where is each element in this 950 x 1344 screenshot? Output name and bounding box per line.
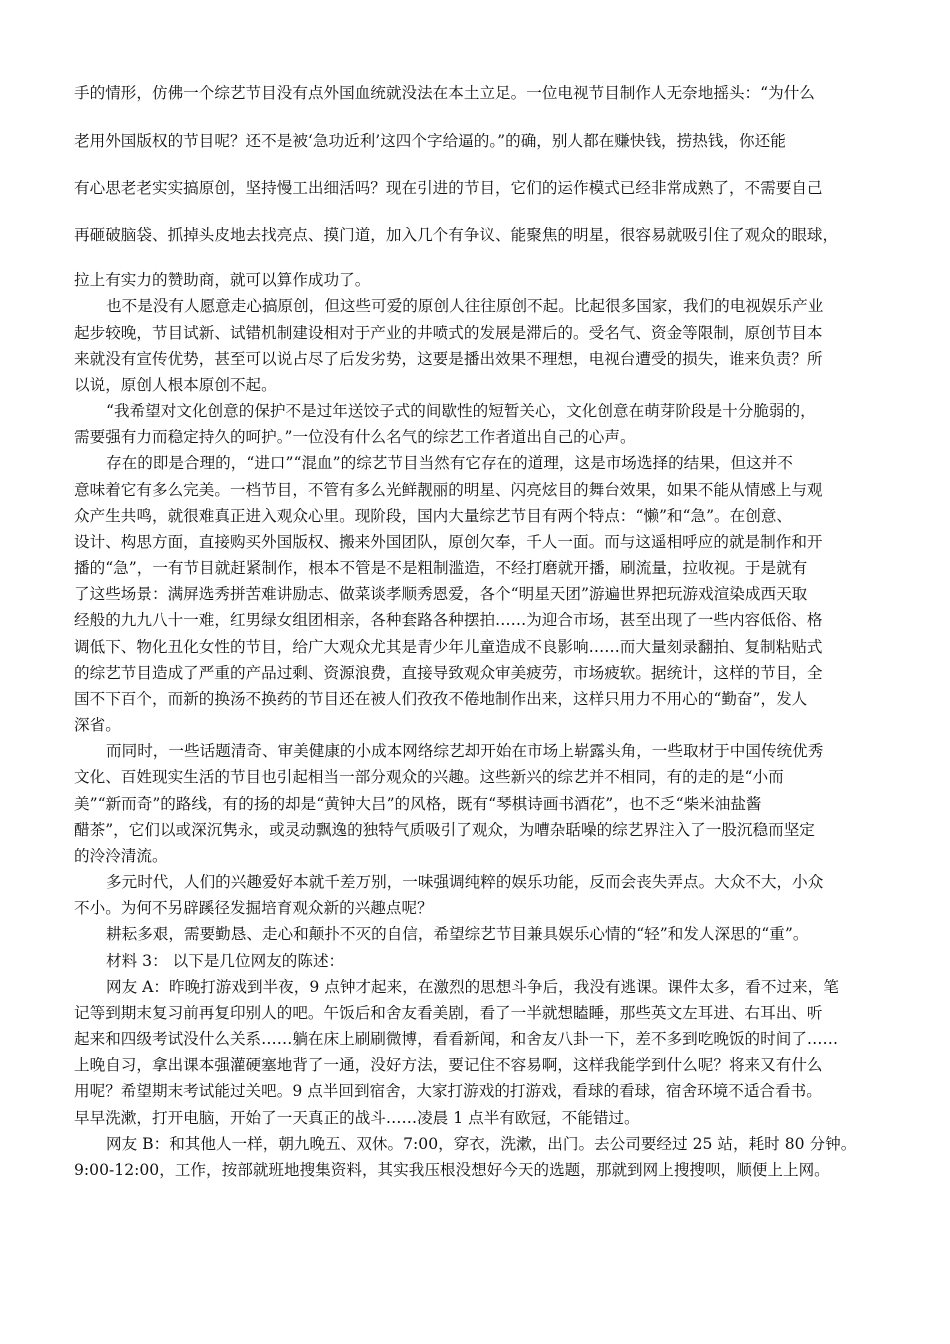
- paragraph-start: 耕耘多艰，需要勤恳、走心和颠扑不灭的自信，希望综艺节目兼具娱乐心情的“轻”和发人深思的“重”。: [106, 925, 809, 943]
- text-line: 以说，原创人根本原创不起。: [74, 376, 277, 394]
- text-line: 经般的九九八十一难，红男绿女组团相亲，各种套路各种摆拍……为迎合市场，甚至出现了一些内容低俗、格: [74, 611, 823, 629]
- text-line: 的泠泠清流。: [74, 847, 168, 865]
- text-line: 不小。为何不另辟蹊径发掘培育观众新的兴趣点呢？: [74, 899, 433, 917]
- material-heading: 材料 3： 以下是几位网友的陈述：: [106, 952, 345, 970]
- paragraph-start: 也不是没有人愿意走心搞原创，但这些可爱的原创人往往原创不起。比起很多国家，我们的电视娱乐产业: [106, 297, 824, 315]
- text-line: 设计、构思方面，直接购买外国版权、搬来外国团队，原创欠奉，千人一面。而与这遥相呼应的就是制作和开: [74, 533, 823, 551]
- text-line: 美”“新而奇”的路线，有的扬的却是“黄钟大吕”的风格，既有“琴棋诗画书酒花”，也不乏“柴米油盐酱: [74, 795, 762, 813]
- text-line: 9:00-12:00，工作，按部就班地搜集资料，其实我压根没想好今天的选题，那就到网上搜搜呗，顺便上上网。: [74, 1161, 830, 1179]
- text-line: 手的情形，仿佛一个综艺节目没有点外国血统就没法在本土立足。一位电视节目制作人无奈地摇头：“为什么: [74, 84, 815, 102]
- text-line: 早早洗漱，打开电脑，开始了一天真正的战斗……凌晨 1 点半有欧冠，不能错过。: [74, 1109, 640, 1127]
- text-line: 醋茶”，它们以或深沉隽永，或灵动飘逸的独特气质吸引了观众，为嘈杂聒噪的综艺界注入了一股沉稳而坚定: [74, 821, 815, 839]
- text-line: 意味着它有多么完美。一档节目，不管有多么光鲜靓丽的明星、闪亮炫目的舞台效果，如果不能从情感上与观: [74, 481, 823, 499]
- paragraph-start: 网友 A：昨晚打游戏到半夜，9 点钟才起来，在激烈的思想斗争后，我没有逃课。课件太多，看不过来，笔: [106, 978, 839, 996]
- text-line: 需要强有力而稳定持久的呵护。”一位没有什么名气的综艺工作者道出自己的心声。: [74, 428, 636, 446]
- text-line: 国不下百个，而新的换汤不换药的节目还在被人们孜孜不倦地制作出来，这样只用力不用心的“勤奋”，发人: [74, 690, 808, 708]
- text-line: 的综艺节目造成了严重的产品过剩、资源浪费，直接导致观众审美疲劳，市场疲软。据统计，这样的节目，全: [74, 664, 823, 682]
- text-line: 深省。: [74, 716, 121, 734]
- text-line: 来就没有宣传优势，甚至可以说占尽了后发劣势，这要是播出效果不理想，电视台遭受的损失，谁来负责？所: [74, 350, 823, 368]
- text-line: 起来和四级考试没什么关系……躺在床上刷刷微博，看看新闻，和舍友八卦一下，差不多到吃晚饭的时间了……: [74, 1030, 839, 1048]
- text-line: 有心思老老实实搞原创，坚持慢工出细活吗？现在引进的节目，它们的运作模式已经非常成熟了，不需要自己: [74, 179, 823, 197]
- text-line: 拉上有实力的赞助商，就可以算作成功了。: [74, 271, 371, 289]
- paragraph-start: “我希望对文化创意的保护不是过年送饺子式的间歇性的短暂关心，文化创意在萌芽阶段是十分脆弱的，: [106, 402, 816, 420]
- text-line: 用呢？希望期末考试能过关吧。9 点半回到宿舍，大家打游戏的打游戏，看球的看球，宿舍环境不适合看书。: [74, 1082, 822, 1100]
- paragraph-start: 多元时代，人们的兴趣爱好本就千差万别，一味强调纯粹的娱乐功能，反而会丧失弄点。大众不大，小众: [106, 873, 824, 891]
- paragraph-start: 存在的即是合理的，“进口”“混血”的综艺节目当然有它存在的道理，这是市场选择的结果，但这并不: [106, 454, 793, 472]
- text-line: 了这些场景：满屏选秀拼苦难讲励志、做菜谈孝顺秀恩爱，各个“明星天团”游遍世界把玩游戏渲染成西天取: [74, 585, 808, 603]
- text-line: 起步较晚，节目试新、试错机制建设相对于产业的井喷式的发展是滞后的。受名气、资金等限制，原创节目本: [74, 324, 823, 342]
- text-line: 上晚自习，拿出课本强灌硬塞地背了一通，没好方法，要记住不容易啊，这样我能学到什么呢？将来又有什么: [74, 1056, 823, 1074]
- text-line: 播的“急”，一有节目就赶紧制作，根本不管是不是粗制滥造，不经打磨就开播，刷流量，拉收视。于是就有: [74, 559, 808, 577]
- text-line: 调低下、物化丑化女性的节目，给广大观众尤其是青少年儿童造成不良影响……而大量刻录翻拍、复制粘贴式: [74, 638, 823, 656]
- text-line: 老用外国版权的节目呢？还不是被‘急功近利’这四个字给逼的。”的确，别人都在赚快钱，捞热钱，你还能: [74, 132, 786, 150]
- text-line: 众产生共鸣，就很难真正进入观众心里。现阶段，国内大量综艺节目有两个特点：“懒”和“急”。在创意、: [74, 507, 793, 525]
- paragraph-start: 网友 B：和其他人一样，朝九晚五、双休。7:00，穿衣，洗漱，出门。去公司要经过 25 站，耗时 80 分钟。: [106, 1135, 857, 1153]
- text-line: 记等到期末复习前再复印别人的吧。午饭后和舍友看美剧，看了一半就想瞌睡，那些英文左耳进、右耳出、听: [74, 1004, 823, 1022]
- text-line: 再砸破脑袋、抓掉头皮地去找亮点、摸门道，加入几个有争议、能聚焦的明星，很容易就吸引住了观众的眼球，: [74, 226, 839, 244]
- text-line: 文化、百姓现实生活的节目也引起相当一部分观众的兴趣。这些新兴的综艺并不相同，有的走的是“小而: [74, 768, 784, 786]
- paragraph-start: 而同时，一些话题清奇、审美健康的小成本网络综艺却开始在市场上崭露头角，一些取材于中国传统优秀: [106, 742, 824, 760]
